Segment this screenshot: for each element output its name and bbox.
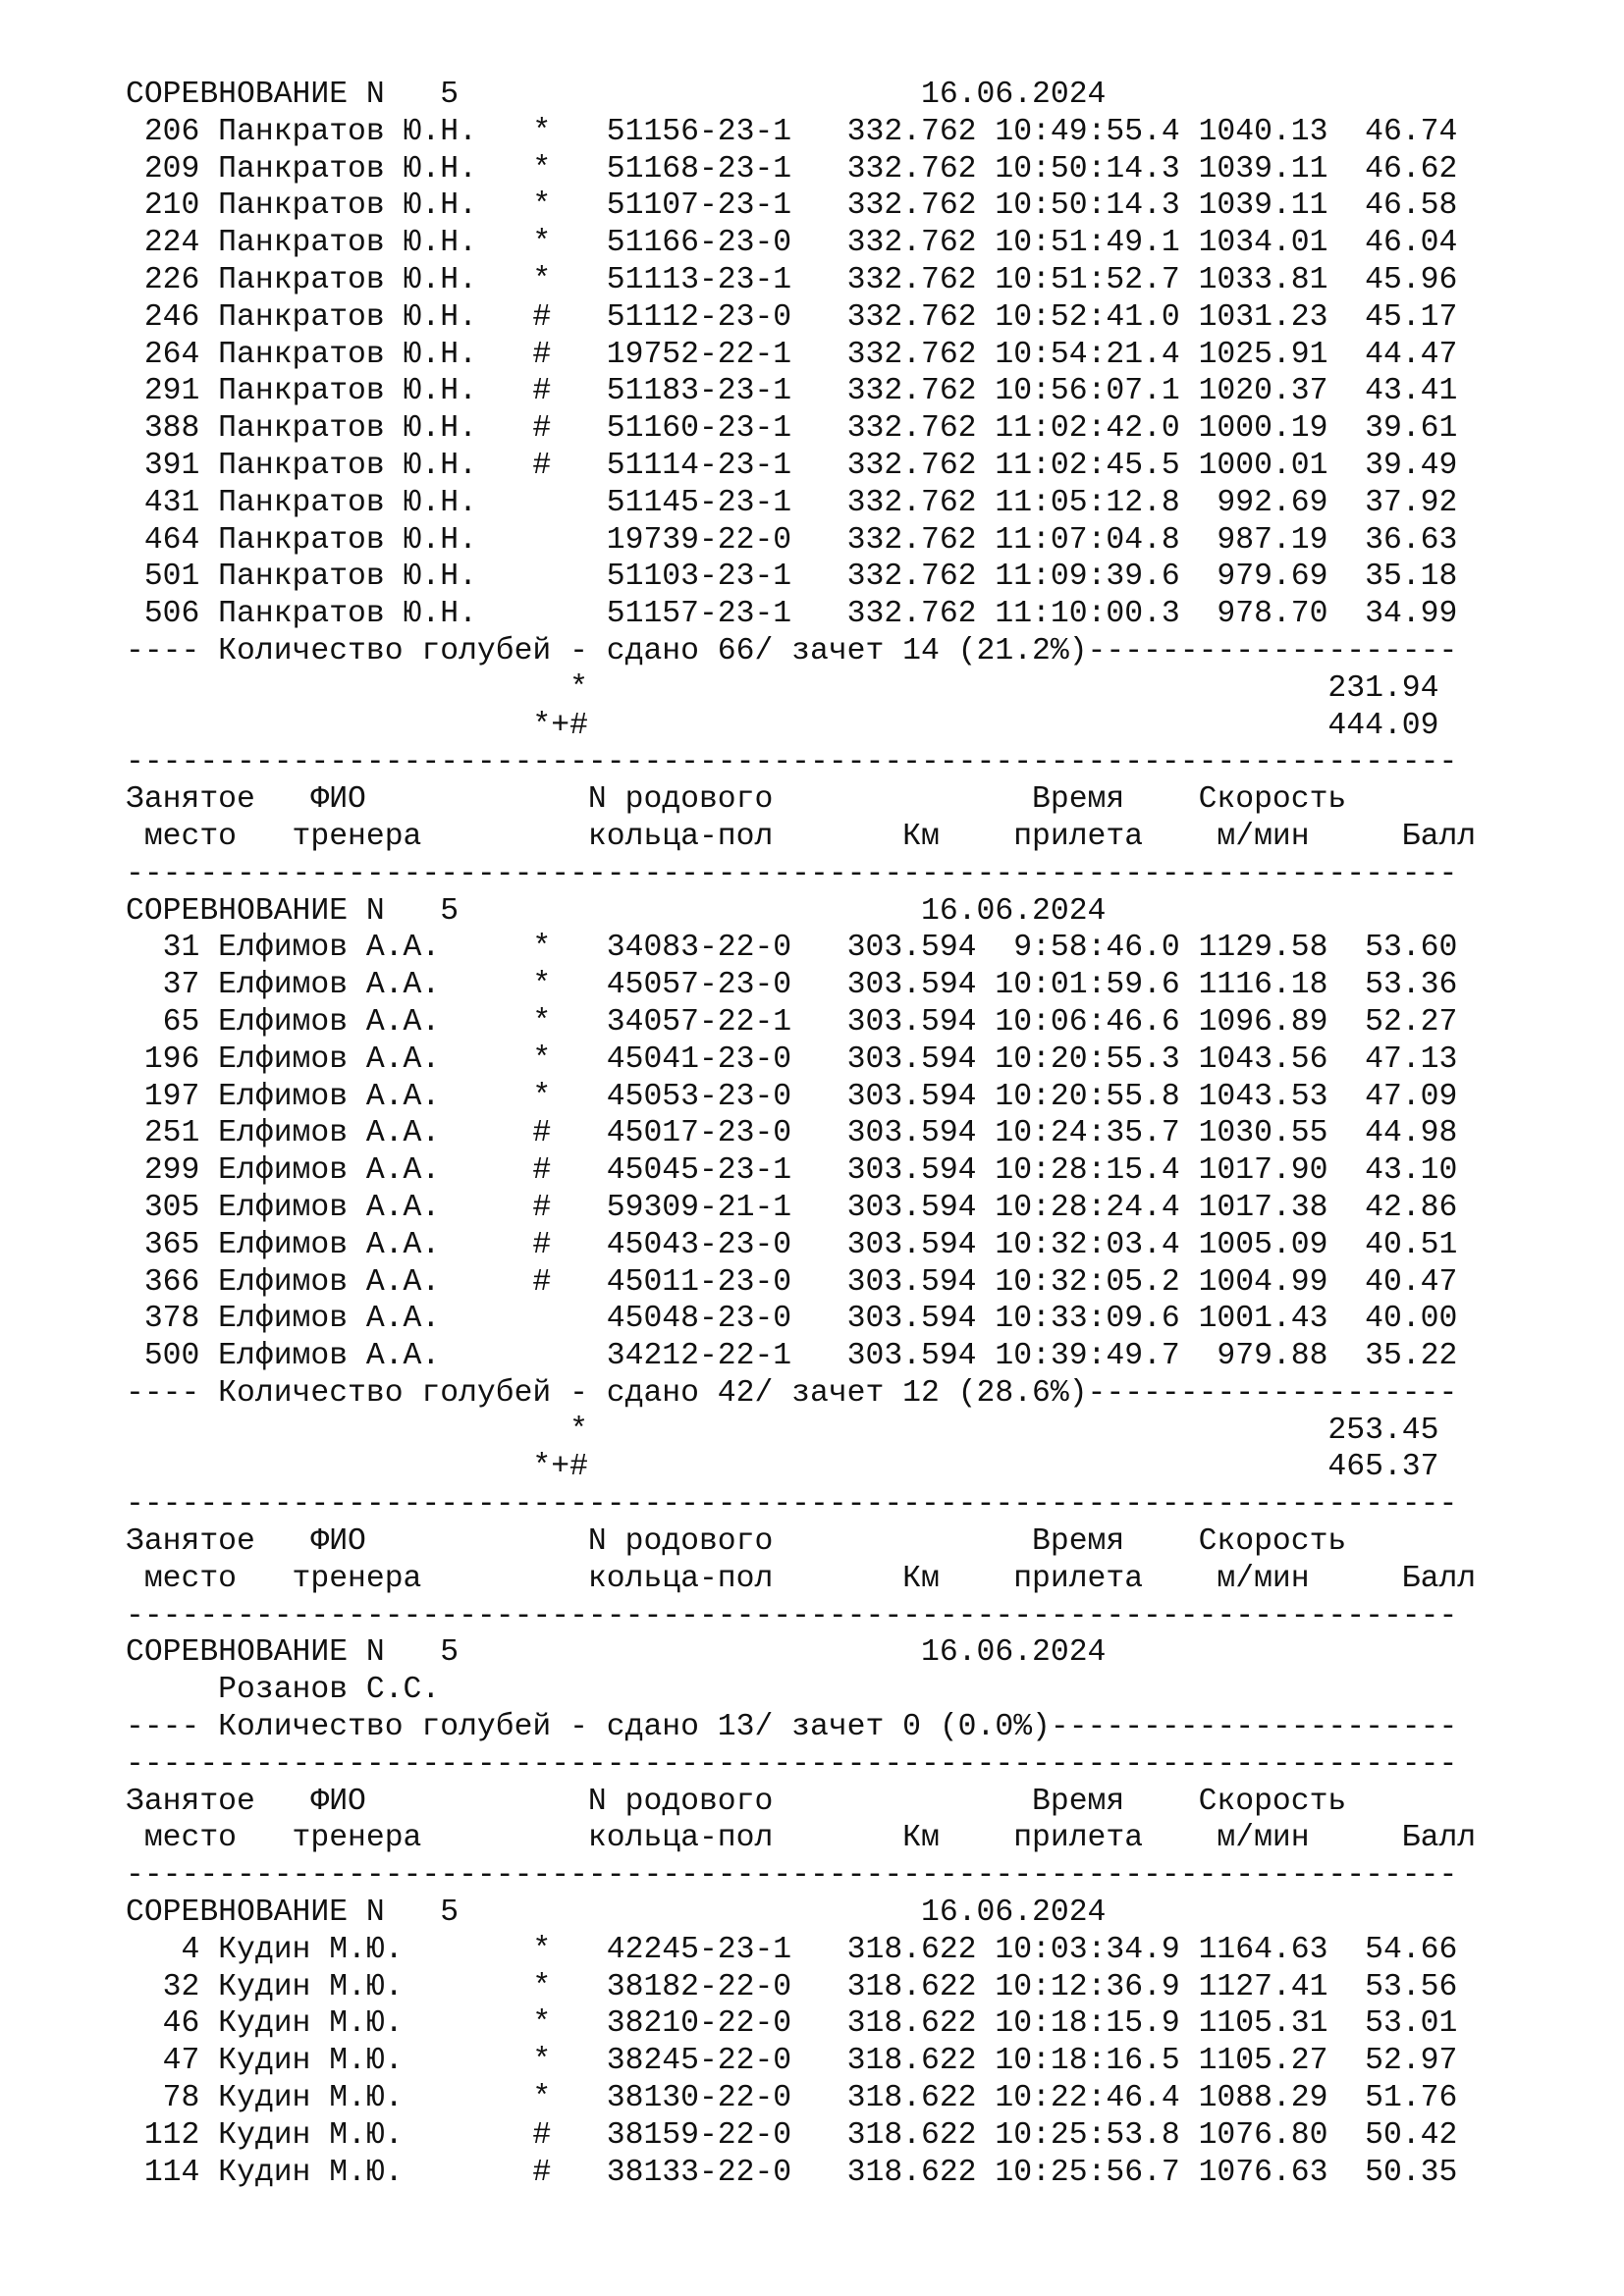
result-row: 299 Елфимов А.А. # 45045-23-1 303.594 10:28:15.4 1017.90 43.10 [126, 1153, 1458, 1189]
separator-line: ------------------------------------------------------------------------ [126, 745, 1458, 780]
result-row: 365 Елфимов А.А. # 45043-23-0 303.594 10:32:03.4 1005.09 40.51 [126, 1227, 1458, 1262]
result-row: 209 Панкратов Ю.Н. * 51168-23-1 332.762 10:50:14.3 1039.11 46.62 [126, 151, 1458, 187]
result-row: 37 Елфимов А.А. * 45057-23-0 303.594 10:01:59.6 1116.18 53.36 [126, 968, 1458, 1003]
column-header: место тренера кольца-пол Км прилета м/мин Балл [126, 1561, 1477, 1596]
separator-line: ------------------------------------------------------------------------ [126, 1746, 1458, 1782]
result-row: 464 Панкратов Ю.Н. 19739-22-0 332.762 11:07:04.8 987.19 36.63 [126, 522, 1458, 558]
trainer-line: Розанов С.С. [126, 1673, 441, 1708]
competition-header: СОРЕВНОВАНИЕ N 5 16.06.2024 [126, 78, 1107, 112]
results-document [126, 77, 1540, 2191]
result-row: 32 Кудин М.Ю. * 38182-22-0 318.622 10:12:36.9 1127.41 53.56 [126, 1969, 1458, 2004]
result-row: 251 Елфимов А.А. # 45017-23-0 303.594 10:24:35.7 1030.55 44.98 [126, 1116, 1458, 1151]
result-row: 197 Елфимов А.А. * 45053-23-0 303.594 10:20:55.8 1043.53 47.09 [126, 1079, 1458, 1114]
column-header: место тренера кольца-пол Км прилета м/мин Балл [126, 1821, 1477, 1856]
result-row: 4 Кудин М.Ю. * 42245-23-1 318.622 10:03:34.9 1164.63 54.66 [126, 1932, 1458, 1967]
result-row: 112 Кудин М.Ю. # 38159-22-0 318.622 10:25:53.8 1076.80 50.42 [126, 2117, 1458, 2153]
column-header: место тренера кольца-пол Км прилета м/мин Балл [126, 819, 1477, 854]
result-row: 78 Кудин М.Ю. * 38130-22-0 318.622 10:22:46.4 1088.29 51.76 [126, 2081, 1458, 2116]
competition-header: СОРЕВНОВАНИЕ N 5 16.06.2024 [126, 893, 1107, 929]
result-row: 506 Панкратов Ю.Н. 51157-23-1 332.762 11:10:00.3 978.70 34.99 [126, 597, 1458, 632]
result-row: 378 Елфимов А.А. 45048-23-0 303.594 10:33:09.6 1001.43 40.00 [126, 1302, 1458, 1337]
column-header: Занятое ФИО N родового Время Скорость [126, 782, 1347, 818]
result-row: 246 Панкратов Ю.Н. # 51112-23-0 332.762 10:52:41.0 1031.23 45.17 [126, 299, 1458, 335]
result-row: 47 Кудин М.Ю. * 38245-22-0 318.622 10:18:16.5 1105.27 52.97 [126, 2044, 1458, 2079]
separator-line: ------------------------------------------------------------------------ [126, 1858, 1458, 1894]
column-header: Занятое ФИО N родового Время Скорость [126, 1784, 1347, 1819]
result-row: 114 Кудин М.Ю. # 38133-22-0 318.622 10:25:56.7 1076.63 50.35 [126, 2155, 1458, 2190]
result-row: 224 Панкратов Ю.Н. * 51166-23-0 332.762 10:51:49.1 1034.01 46.04 [126, 226, 1458, 261]
summary-line: ---- Количество голубей - сдано 42/ зачет 12 (28.6%)-------------------- [126, 1375, 1458, 1411]
result-row: 210 Панкратов Ю.Н. * 51107-23-1 332.762 10:50:14.3 1039.11 46.58 [126, 188, 1458, 224]
result-row: 196 Елфимов А.А. * 45041-23-0 303.594 10:20:55.3 1043.56 47.13 [126, 1041, 1458, 1077]
separator-line: ------------------------------------------------------------------------ [126, 856, 1458, 891]
result-row: 388 Панкратов Ю.Н. # 51160-23-1 332.762 11:02:42.0 1000.19 39.61 [126, 411, 1458, 447]
summary-line: ---- Количество голубей - сдано 66/ зачет 14 (21.2%)-------------------- [126, 633, 1458, 668]
total-line: *+# 444.09 [126, 708, 1439, 743]
result-row: 431 Панкратов Ю.Н. 51145-23-1 332.762 11:05:12.8 992.69 37.92 [126, 485, 1458, 520]
result-row: 501 Панкратов Ю.Н. 51103-23-1 332.762 11:09:39.6 979.69 35.18 [126, 560, 1458, 595]
competition-header: СОРЕВНОВАНИЕ N 5 16.06.2024 [126, 1896, 1107, 1931]
total-line: *+# 465.37 [126, 1450, 1439, 1485]
result-row: 305 Елфимов А.А. # 59309-21-1 303.594 10:28:24.4 1017.38 42.86 [126, 1190, 1458, 1225]
result-row: 391 Панкратов Ю.Н. # 51114-23-1 332.762 11:02:45.5 1000.01 39.49 [126, 448, 1458, 483]
result-row: 366 Елфимов А.А. # 45011-23-0 303.594 10:32:05.2 1004.99 40.47 [126, 1264, 1458, 1300]
result-row: 226 Панкратов Ю.Н. * 51113-23-1 332.762 10:51:52.7 1033.81 45.96 [126, 262, 1458, 297]
summary-line: ---- Количество голубей - сдано 13/ зачет 0 (0.0%)---------------------- [126, 1710, 1458, 1745]
result-row: 291 Панкратов Ю.Н. # 51183-23-1 332.762 10:56:07.1 1020.37 43.41 [126, 374, 1458, 409]
competition-header: СОРЕВНОВАНИЕ N 5 16.06.2024 [126, 1635, 1107, 1671]
result-row: 264 Панкратов Ю.Н. # 19752-22-1 332.762 10:54:21.4 1025.91 44.47 [126, 337, 1458, 372]
separator-line: ------------------------------------------------------------------------ [126, 1598, 1458, 1633]
total-line: * 231.94 [126, 670, 1439, 706]
result-row: 500 Елфимов А.А. 34212-22-1 303.594 10:39:49.7 979.88 35.22 [126, 1339, 1458, 1374]
result-row: 46 Кудин М.Ю. * 38210-22-0 318.622 10:18:15.9 1105.31 53.01 [126, 2006, 1458, 2042]
result-row: 65 Елфимов А.А. * 34057-22-1 303.594 10:06:46.6 1096.89 52.27 [126, 1004, 1458, 1040]
column-header: Занятое ФИО N родового Время Скорость [126, 1524, 1347, 1560]
result-row: 206 Панкратов Ю.Н. * 51156-23-1 332.762 10:49:55.4 1040.13 46.74 [126, 114, 1458, 149]
separator-line: ------------------------------------------------------------------------ [126, 1487, 1458, 1522]
total-line: * 253.45 [126, 1413, 1439, 1448]
result-row: 31 Елфимов А.А. * 34083-22-0 303.594 9:58:46.0 1129.58 53.60 [126, 931, 1458, 966]
